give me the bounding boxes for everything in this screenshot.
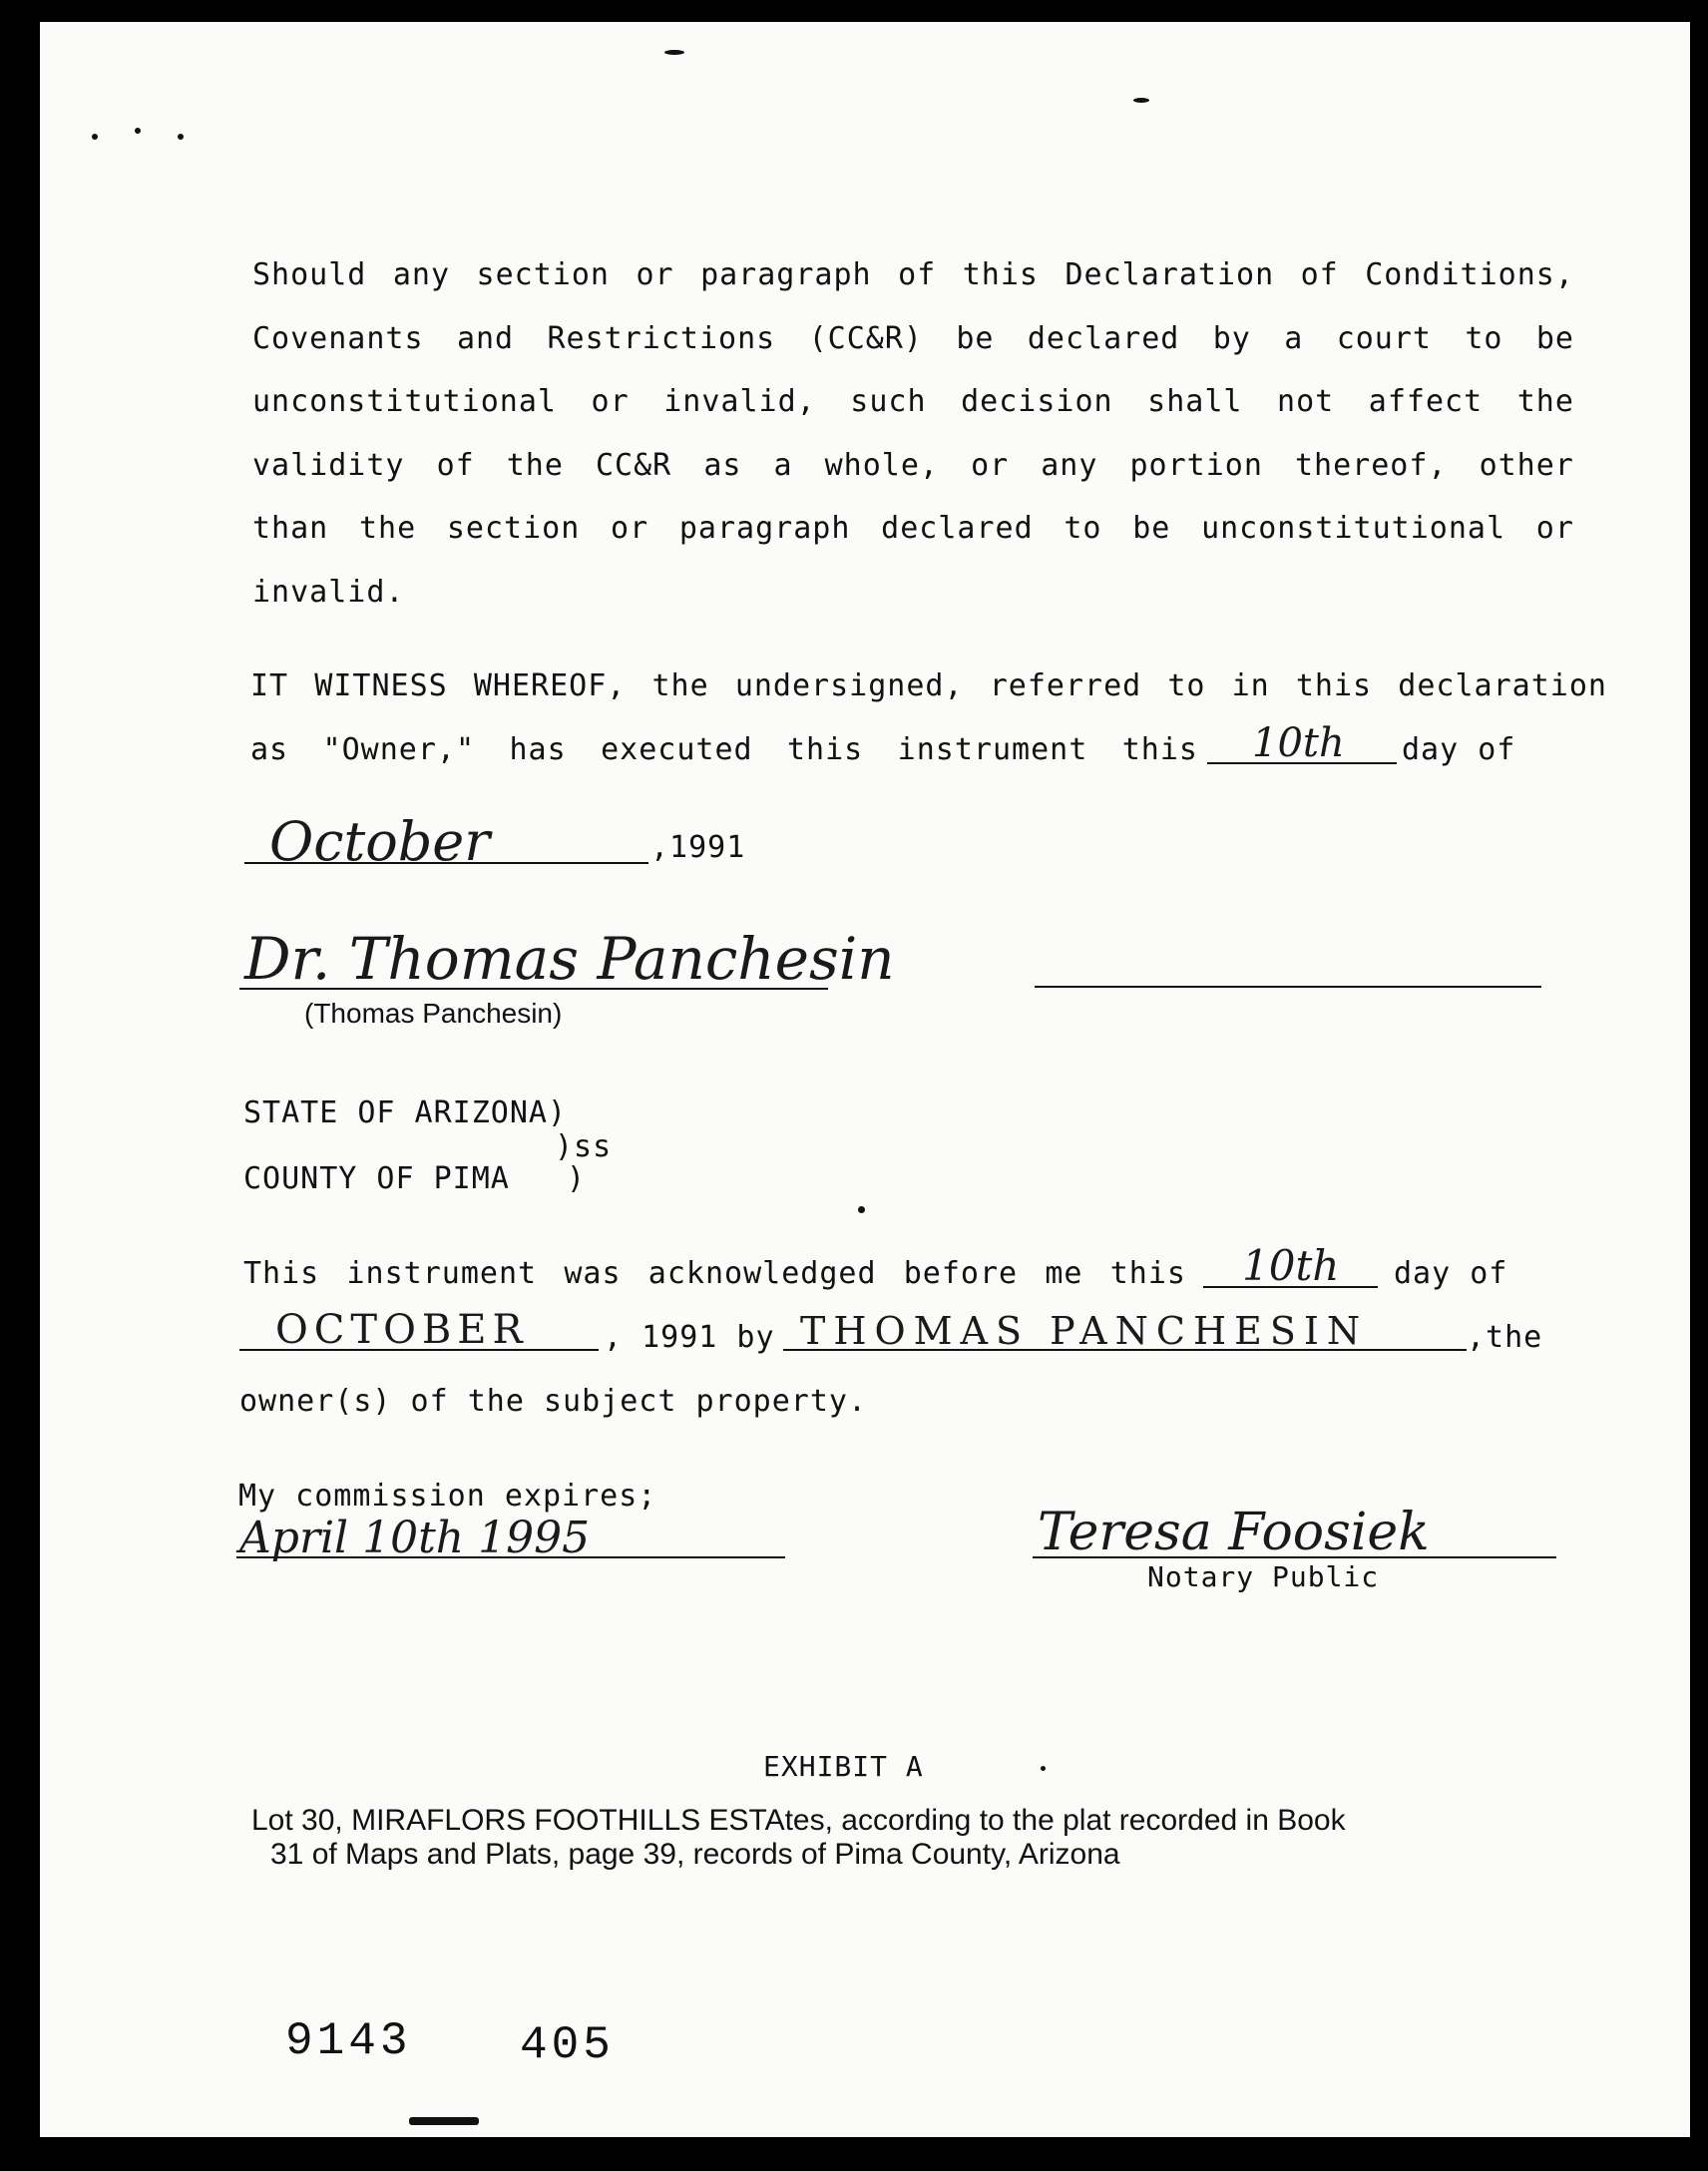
word: to xyxy=(1167,668,1206,703)
word: before xyxy=(903,1256,1019,1291)
word: "Owner," xyxy=(322,732,476,767)
word: has xyxy=(509,732,567,767)
word: this xyxy=(1295,668,1373,703)
notary-public-label: Notary Public xyxy=(1147,1560,1380,1593)
word: WHEREOF, xyxy=(473,668,627,703)
scan-speck xyxy=(135,128,141,134)
record-page-number: 405 xyxy=(520,2019,615,2071)
witness-day-of: day of xyxy=(1402,732,1516,767)
word: the xyxy=(651,668,709,703)
acknowledgment-line-1 xyxy=(243,1256,1186,1291)
word: of xyxy=(898,257,937,292)
word: not xyxy=(1277,384,1335,419)
word: IT xyxy=(250,668,289,703)
commission-label: My commission expires; xyxy=(238,1479,657,1514)
word: thereof, xyxy=(1295,448,1448,483)
word: by xyxy=(1212,321,1251,356)
witness-line-1 xyxy=(250,668,1607,703)
word: Restrictions xyxy=(547,321,776,356)
document-page xyxy=(40,22,1690,2137)
word: Should xyxy=(252,257,367,292)
scan-speck xyxy=(858,1206,865,1213)
word: This xyxy=(243,1256,320,1291)
word: the xyxy=(1516,384,1574,419)
word: any xyxy=(1041,448,1098,483)
word: instrument xyxy=(897,732,1088,767)
scan-speck xyxy=(1133,98,1149,103)
word: acknowledged xyxy=(647,1256,877,1291)
paragraph-line-2 xyxy=(252,321,1574,356)
witness-day-handwritten: 10th xyxy=(1252,720,1345,766)
ack-day-handwritten: 10th xyxy=(1242,1241,1340,1290)
word: be xyxy=(1535,321,1574,356)
ack-name-handwritten: THOMAS PANCHESIN xyxy=(800,1309,1369,1353)
witness-year: ,1991 xyxy=(650,830,746,865)
word: this xyxy=(1121,732,1198,767)
scan-speck xyxy=(178,134,184,140)
word: be xyxy=(956,321,995,356)
word: instrument xyxy=(346,1256,538,1291)
word: paragraph xyxy=(700,257,872,292)
word: the xyxy=(506,448,564,483)
word: validity xyxy=(252,448,405,483)
word: Declaration xyxy=(1065,257,1275,292)
ack-month-handwritten: OCTOBER xyxy=(275,1307,529,1353)
word: to xyxy=(1465,321,1503,356)
word: or xyxy=(1535,511,1574,546)
witness-line-2 xyxy=(250,732,1198,767)
record-docket-number: 9143 xyxy=(285,2015,412,2067)
word: declaration xyxy=(1398,668,1607,703)
word: or xyxy=(636,257,674,292)
word: section xyxy=(476,257,610,292)
word: in xyxy=(1231,668,1270,703)
word: other xyxy=(1479,448,1574,483)
venue-ss: )ss xyxy=(555,1129,613,1164)
word: was xyxy=(564,1256,622,1291)
scan-speck xyxy=(409,2117,479,2125)
owner-printed-name: (Thomas Panchesin) xyxy=(304,998,563,1029)
word: executed xyxy=(601,732,753,767)
word: whole, xyxy=(824,448,939,483)
scan-edge-top xyxy=(0,0,1708,22)
paragraph-line-6: invalid. xyxy=(252,575,405,610)
word: WITNESS xyxy=(314,668,448,703)
word: portion xyxy=(1129,448,1263,483)
exhibit-title: EXHIBIT A xyxy=(763,1750,924,1783)
word: unconstitutional xyxy=(252,384,557,419)
word: and xyxy=(456,321,515,356)
co-owner-signature-line xyxy=(1035,986,1541,988)
owner-signature: Dr. Thomas Panchesin xyxy=(244,925,895,993)
word: me xyxy=(1045,1256,1083,1291)
paragraph-line-3 xyxy=(252,384,1574,419)
word: of xyxy=(436,448,475,483)
exhibit-line-2: 31 of Maps and Plats, page 39, records of Pima County, Arizona xyxy=(270,1838,1120,1871)
word: or xyxy=(971,448,1010,483)
word: or xyxy=(591,384,630,419)
word: court xyxy=(1336,321,1432,356)
scan-speck xyxy=(92,134,98,140)
word: as xyxy=(250,732,289,767)
exhibit-line-1: Lot 30, MIRAFLORS FOOTHILLS ESTAtes, according to the plat recorded in Book xyxy=(251,1804,1346,1837)
word: referred xyxy=(989,668,1142,703)
word: (CC&R) xyxy=(808,321,923,356)
word: shall xyxy=(1147,384,1243,419)
ack-year-by: , 1991 by xyxy=(604,1320,775,1355)
word: a xyxy=(773,448,793,483)
word: the xyxy=(358,511,417,546)
scan-speck xyxy=(664,50,684,55)
word: this xyxy=(962,257,1039,292)
word: paragraph xyxy=(678,511,851,546)
ack-day-of: day of xyxy=(1394,1256,1508,1291)
acknowledgment-line-3: owner(s) of the subject property. xyxy=(239,1384,868,1419)
commission-date-handwritten: April 10th 1995 xyxy=(239,1513,591,1563)
venue-state: STATE OF ARIZONA) xyxy=(243,1095,568,1130)
scan-speck xyxy=(1041,1766,1046,1771)
witness-month-handwritten: October xyxy=(269,810,491,873)
word: to xyxy=(1064,511,1102,546)
word: Conditions, xyxy=(1365,257,1574,292)
word: declared xyxy=(1027,321,1180,356)
venue-county: COUNTY OF PIMA ) xyxy=(243,1161,587,1196)
scan-edge-bottom xyxy=(0,2137,1708,2171)
word: than xyxy=(252,511,329,546)
word: or xyxy=(611,511,649,546)
word: CC&R xyxy=(596,448,672,483)
word: such xyxy=(850,384,927,419)
word: any xyxy=(392,257,451,292)
paragraph-line-1 xyxy=(252,257,1574,292)
paragraph-line-4 xyxy=(252,448,1574,483)
word: affect xyxy=(1368,384,1484,419)
word: this xyxy=(787,732,864,767)
word: a xyxy=(1284,321,1304,356)
word: of xyxy=(1300,257,1339,292)
word: invalid, xyxy=(663,384,816,419)
paragraph-line-5 xyxy=(252,511,1574,546)
word: Covenants xyxy=(252,321,424,356)
word: undersigned, xyxy=(734,668,964,703)
word: as xyxy=(703,448,742,483)
word: unconstitutional xyxy=(1201,511,1506,546)
notary-signature: Teresa Foosiek xyxy=(1038,1503,1430,1562)
word: decision xyxy=(961,384,1113,419)
word: declared xyxy=(881,511,1034,546)
word: be xyxy=(1132,511,1171,546)
ack-the: ,the xyxy=(1467,1320,1543,1355)
word: this xyxy=(1109,1256,1186,1291)
word: section xyxy=(446,511,581,546)
